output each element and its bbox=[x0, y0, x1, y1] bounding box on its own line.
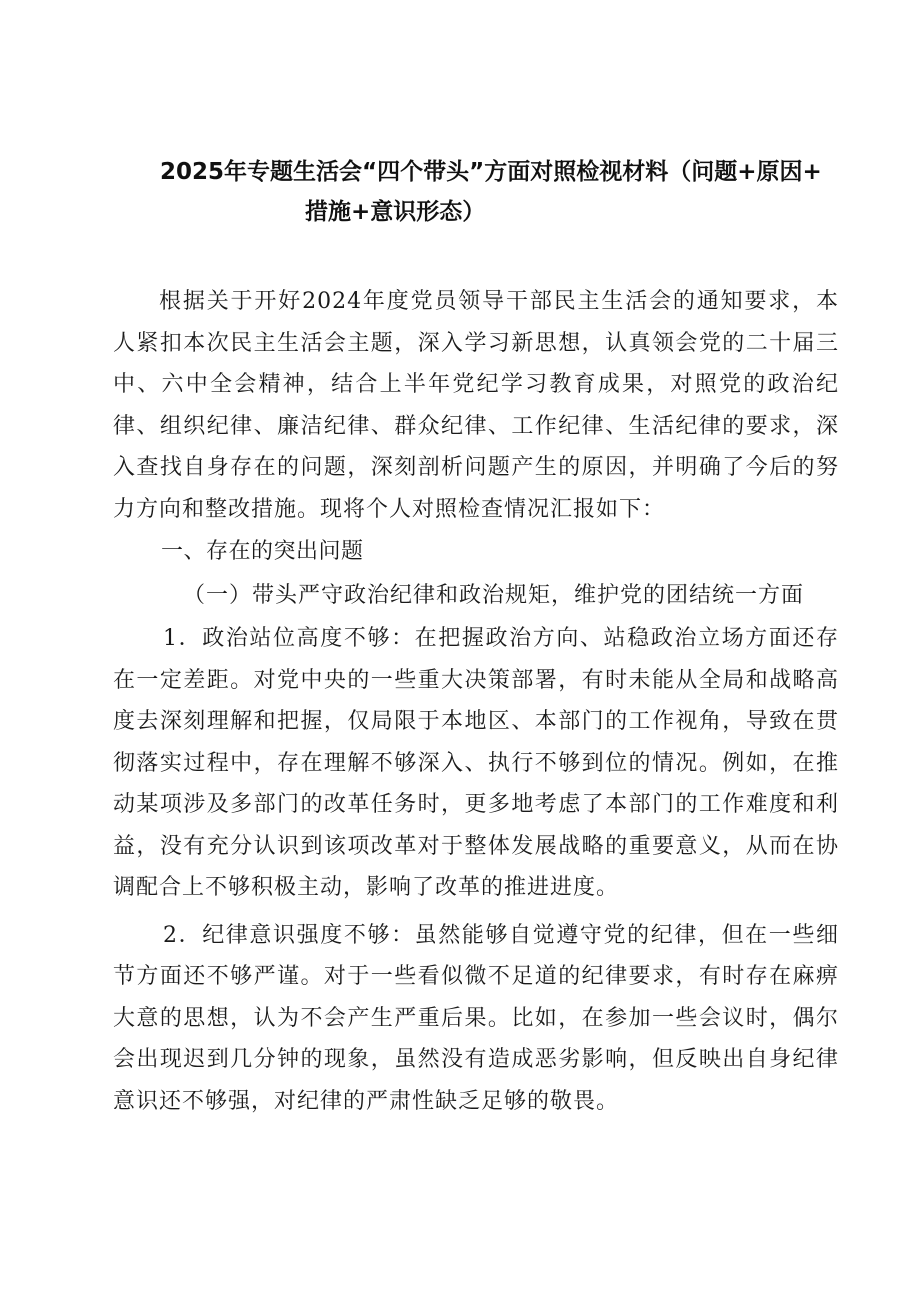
intro-paragraph: 根据关于开好2024年度党员领导干部民主生活会的通知要求，本人紧扣本次民主生活会主题，深入学习新思想，认真领会党的二十届三中、六中全会精神，结合上半年党纪学习教育成果，对照党的政治纪律、组织纪律、廉洁纪律、群众纪律、工作纪律、生活纪律的要求，深入查找自身存在的问题，深刻剖析问题产生的原因，并明确了今后的努力方向和整改措施。现将个人对照检查情况汇报如下： bbox=[113, 289, 839, 522]
document-title bbox=[110, 152, 870, 232]
subsection-heading: （一）带头严守政治纪律和政治规矩，维护党的团结统一方面 bbox=[183, 583, 805, 608]
title-line-2: 措施+意识形态） bbox=[305, 199, 486, 225]
section-heading: 一、存在的突出问题 bbox=[161, 539, 364, 564]
list-item: 2．纪律意识强度不够：虽然能够自觉遵守党的纪律，但在一些细节方面还不够严谨。对于一些看似微不足道的纪律要求，有时存在麻痹大意的思想，认为不会产生严重后果。比如，在参加一些会议时，偶尔会出现迟到几分钟的现象，虽然没有造成恶劣影响，但反映出自身纪律意识还不够强，对纪律的严肃性缺乏足够的敬畏。 bbox=[113, 922, 839, 1114]
list-item: 1．政治站位高度不够：在把握政治方向、站稳政治立场方面还存在一定差距。对党中央的一些重大决策部署，有时未能从全局和战略高度去深刻理解和把握，仅局限于本地区、本部门的工作视角，导致在贯彻落实过程中，存在理解不够深入、执行不够到位的情况。例如，在推动某项涉及多部门的改革任务时，更多地考虑了本部门的工作难度和利益，没有充分认识到该项改革对于整体发展战略的重要意义，从而在协调配合上不够积极主动，影响了改革的推进进度。 bbox=[113, 626, 839, 900]
document-body bbox=[113, 281, 839, 1122]
title-line-1: 2025年专题生活会“四个带头”方面对照检视材料（问题+原因+ bbox=[160, 159, 822, 185]
